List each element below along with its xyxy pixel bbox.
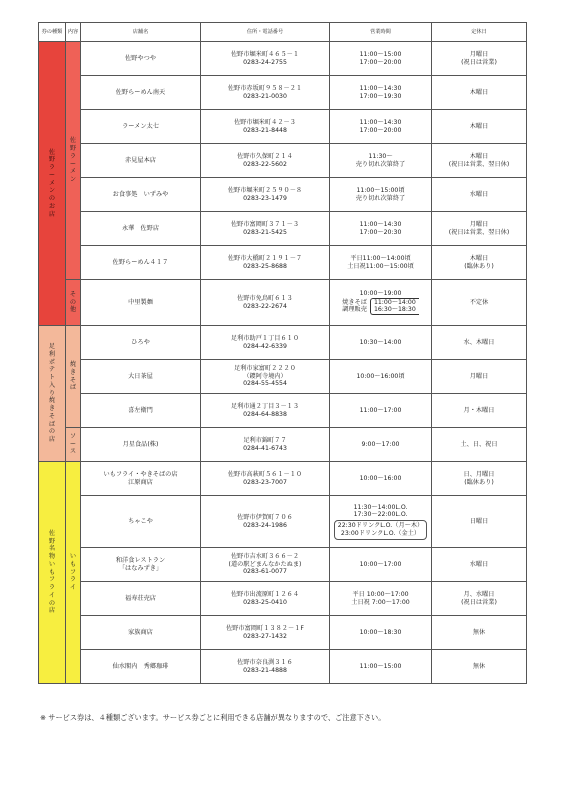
cell-line: 木曜日 <box>469 254 489 262</box>
address-line: 足利市通２丁目３－１３ <box>230 402 300 410</box>
phone-number: 0284-64-8838 <box>243 410 287 418</box>
shop-address <box>201 496 330 548</box>
cell-line: 木曜日 <box>469 122 489 130</box>
address-note: （鑁阿寺境内） <box>243 372 287 380</box>
header-name: 店舗名 <box>81 23 201 42</box>
cell-line: (臨休あり) <box>464 478 494 486</box>
phone-number: 0283-27-1432 <box>243 632 287 640</box>
phone-number: 0283-61-0077 <box>243 568 287 576</box>
cell-line: 10:00～16:00頃 <box>356 372 405 380</box>
shop-name: 喜左衛門 <box>81 394 201 428</box>
cell-line: 月曜日 <box>469 372 489 380</box>
address-line: 佐野市伊賀町７０６ <box>237 513 293 521</box>
address-line: 佐野市堀米町２５９０－８ <box>227 186 303 194</box>
shop-name: 大日茶屋 <box>81 360 201 394</box>
shop-address <box>201 212 330 246</box>
table-row <box>39 360 527 394</box>
table-row <box>39 246 527 280</box>
drink-lo-box <box>334 520 427 540</box>
shop-closed-days <box>432 548 527 582</box>
phone-number: 0283-21-8448 <box>243 126 287 134</box>
address-line: 佐野市堀米町４６５－１ <box>230 50 300 58</box>
cell-line: 木曜日 <box>469 152 489 160</box>
address-line: 佐野市大橋町２１９１－７ <box>227 254 303 262</box>
shop-name: ちゃこや <box>81 496 201 548</box>
address-note: (道の駅どまんなかたぬま) <box>228 560 302 568</box>
header-address: 住所・電話番号 <box>201 23 330 42</box>
shop-name: 佐野らーめん４１７ <box>81 246 201 280</box>
shop-closed-days <box>432 110 527 144</box>
hours-label <box>342 299 367 315</box>
shop-hours <box>330 212 432 246</box>
cell-line: 「はなみずき」 <box>118 564 163 572</box>
shop-name: ひろや <box>81 326 201 360</box>
shop-name: 佐野らーめん南天 <box>81 76 201 110</box>
cell-line: 月・木曜日 <box>463 406 495 414</box>
shop-address <box>201 76 330 110</box>
shop-address <box>201 246 330 280</box>
shop-name: 赤見屋本店 <box>81 144 201 178</box>
shop-closed-days <box>432 178 527 212</box>
cell-line: 無休 <box>472 628 486 636</box>
cell-line: (祝日は営業、翌日休) <box>448 228 510 236</box>
cell-line: 11:00～14:00 <box>373 298 416 306</box>
shop-hours <box>330 360 432 394</box>
shop-hours <box>330 394 432 428</box>
cell-line: 10:00～17:00 <box>359 560 402 568</box>
phone-number: 0284-41-6743 <box>243 444 287 452</box>
cell-line: 22:30ドリンクL.O.（月～木） <box>337 522 424 529</box>
cell-line: 11:00～14:30 <box>359 84 402 92</box>
subcategory-yakisoba: 焼 き そ ば <box>66 326 81 428</box>
shop-address <box>201 650 330 684</box>
phone-number: 0283-22-2674 <box>243 302 287 310</box>
table-row <box>39 462 527 496</box>
cell-line: 月曜日 <box>469 220 489 228</box>
footnote: ※ サービス券は、４種類ございます。サービス券ごとに利用できる店舗が異なりますので、ご注意下さい。 <box>40 713 386 722</box>
cell-line: 10:00～18:30 <box>359 628 402 636</box>
cell-line: 日曜日 <box>469 517 489 525</box>
cell-line: いもフライ・やきそばの店 <box>103 470 178 478</box>
shop-name: お食事処 いずみや <box>81 178 201 212</box>
shop-hours <box>330 246 432 280</box>
shop-hours <box>330 326 432 360</box>
header-subcategory: 内容 <box>66 23 81 42</box>
cell-line: 17:00～20:00 <box>359 126 402 134</box>
shop-address <box>201 326 330 360</box>
address-line: 佐野市高萩町５６１－１０ <box>227 470 303 478</box>
shop-closed-days <box>432 360 527 394</box>
address-line: 佐野市富岡町１３８２－１F <box>226 624 304 632</box>
header-closed: 定休日 <box>432 23 527 42</box>
header-hours: 営業時間 <box>330 23 432 42</box>
table-row <box>39 548 527 582</box>
cell-line: 10:00～16:00 <box>359 474 402 482</box>
cell-line: 11:30～14:00L.O. <box>353 503 408 511</box>
shop-hours <box>330 178 432 212</box>
shop-closed-days <box>432 212 527 246</box>
phone-number: 0283-23-7007 <box>243 478 287 486</box>
shop-hours <box>330 582 432 616</box>
category-ashikaga-yakisoba: 足 利 ポ テ ト 入 り 焼 き そ ば の 店 <box>39 326 66 462</box>
address-line: 足利市家富町２２２０ <box>234 364 296 372</box>
subcategory-sauce: ソ ー ス <box>66 428 81 462</box>
shop-closed-days <box>432 496 527 548</box>
shop-closed-days <box>432 650 527 684</box>
subcategory-other: そ の 他 <box>66 280 81 326</box>
table-row <box>39 616 527 650</box>
shop-hours <box>330 548 432 582</box>
table-row <box>39 144 527 178</box>
cell-line: (祝日は営業) <box>461 598 497 606</box>
shop-name <box>81 462 201 496</box>
phone-number: 0283-21-5425 <box>243 228 287 236</box>
cell-line: 土、日、祝日 <box>460 440 498 448</box>
cell-line: 23:00ドリンクL.O.（金土） <box>340 529 421 537</box>
address-line: 佐野市久保町２１４ <box>237 152 293 160</box>
shop-hours <box>330 42 432 76</box>
cell-line: 11:00～15:00頃 <box>356 186 405 194</box>
cell-line: 和洋食レストラン <box>115 556 166 564</box>
table-row <box>39 428 527 462</box>
phone-number: 0283-24-2755 <box>243 58 287 66</box>
shop-address <box>201 428 330 462</box>
address-line: 足利市助戸１丁目６１０ <box>230 334 300 342</box>
phone-number: 0284-55-4554 <box>243 380 287 388</box>
cell-line: 11:00～15:00 <box>359 662 402 670</box>
shop-name <box>81 548 201 582</box>
shop-name: 永華 佐野店 <box>81 212 201 246</box>
shop-closed-days <box>432 280 527 326</box>
address-line: 佐野市富岡町３７１－３ <box>230 220 300 228</box>
cell-line: 月、水曜日 <box>463 590 495 598</box>
phone-number: 0283-21-4888 <box>243 666 287 674</box>
shop-address <box>201 360 330 394</box>
cell-line: 日、月曜日 <box>463 470 495 478</box>
cell-line: 無休 <box>472 662 486 670</box>
shop-hours <box>330 496 432 548</box>
shop-hours <box>330 616 432 650</box>
shop-closed-days <box>432 246 527 280</box>
cell-line: 焼きそば <box>342 298 367 306</box>
shop-closed-days <box>432 582 527 616</box>
table-row <box>39 650 527 684</box>
shop-address <box>201 394 330 428</box>
address-line: 足利市錦町７７ <box>243 436 287 444</box>
address-line: 佐野市堀米町４２－３ <box>234 118 296 126</box>
cell-line: 17:00～19:30 <box>359 92 402 100</box>
table-row <box>39 76 527 110</box>
phone-number: 0283-25-0410 <box>243 598 287 606</box>
cell-line: 10:30～14:00 <box>359 338 402 346</box>
shop-address <box>201 110 330 144</box>
address-line: 佐野市吉水町３６６－２ <box>230 552 300 560</box>
shop-hours <box>330 428 432 462</box>
address-line: 佐野市免鳥町６１３ <box>237 294 293 302</box>
shop-hours <box>330 76 432 110</box>
cell-line: 11:30～ <box>368 152 393 160</box>
shop-name: 仙水閣内 秀郷珈琲 <box>81 650 201 684</box>
shop-closed-days <box>432 394 527 428</box>
table-row <box>39 212 527 246</box>
shop-address <box>201 462 330 496</box>
cell-line: 水曜日 <box>469 190 489 198</box>
shop-hours <box>330 144 432 178</box>
shop-closed-days <box>432 76 527 110</box>
phone-number: 0283-25-8688 <box>243 262 287 270</box>
hours-sub <box>370 298 419 316</box>
cell-line: 土日祝 7:00～17:00 <box>351 598 410 606</box>
cell-line: 16:30～18:30 <box>373 306 416 314</box>
cell-line: 11:00～15:00 <box>359 50 402 58</box>
cell-line: (祝日は営業、翌日休) <box>448 160 510 168</box>
cell-line: 土日祝11:00～15:00頃 <box>347 262 414 270</box>
shop-name: 佐野やつや <box>81 42 201 76</box>
cell-line: (祝日は営業) <box>461 58 497 66</box>
cell-line: 売り切れ次第終了 <box>355 160 406 168</box>
shop-hours <box>330 462 432 496</box>
shop-name: ラーメン太七 <box>81 110 201 144</box>
table-row <box>39 496 527 548</box>
phone-number: 0284-42-6339 <box>243 342 287 350</box>
table-row <box>39 178 527 212</box>
table-body <box>39 42 527 684</box>
table-row <box>39 110 527 144</box>
hours-brace-group <box>342 298 419 316</box>
address-line: 佐野市出流原町１２６４ <box>230 590 300 598</box>
shop-name: 福寿荘売店 <box>81 582 201 616</box>
cell-line: 水、木曜日 <box>463 338 495 346</box>
phone-number: 0283-24-1986 <box>243 521 287 529</box>
shop-address <box>201 280 330 326</box>
cell-line: 月曜日 <box>469 50 489 58</box>
shop-closed-days <box>432 616 527 650</box>
header-category: 券の種類 <box>39 23 66 42</box>
shop-hours <box>330 650 432 684</box>
cell-line: 17:00～20:30 <box>359 228 402 236</box>
shop-closed-days <box>432 462 527 496</box>
cell-line: 不定休 <box>469 298 489 306</box>
shop-address <box>201 144 330 178</box>
phone-number: 0283-23-1479 <box>243 194 287 202</box>
category-sano-ramen: 佐 野 ラ ー メ ン の お 店 <box>39 42 66 326</box>
subcategory-sano-ramen: 佐 野 ラ ー メ ン <box>66 42 81 280</box>
shop-address <box>201 582 330 616</box>
cell-line: 11:00～14:30 <box>359 118 402 126</box>
shop-address <box>201 616 330 650</box>
hours-line: 10:00～19:00 <box>359 289 402 297</box>
cell-line: 売り切れ次第終了 <box>355 194 406 202</box>
cell-line: 17:00～20:00 <box>359 58 402 66</box>
table-row <box>39 326 527 360</box>
shop-name: 月星食品(株) <box>81 428 201 462</box>
phone-number: 0283-22-5602 <box>243 160 287 168</box>
cell-line: 17:30～22:00L.O. <box>353 511 408 519</box>
cell-line: 江原商店 <box>128 478 153 486</box>
table-row <box>39 394 527 428</box>
category-imofry: 佐 野 名 物 い も フ ラ イ の 店 <box>39 462 66 684</box>
shop-table <box>38 22 527 684</box>
shop-hours <box>330 280 432 326</box>
cell-line: (臨休あり) <box>464 262 494 270</box>
shop-address <box>201 178 330 212</box>
shop-closed-days <box>432 144 527 178</box>
phone-number: 0283-21-0030 <box>243 92 287 100</box>
address-line: 佐野市奈良渕３１６ <box>237 658 293 666</box>
table-row <box>39 280 527 326</box>
shop-address <box>201 42 330 76</box>
shop-hours <box>330 110 432 144</box>
table-header-row <box>39 23 527 42</box>
cell-line: 平日 10:00～17:00 <box>352 590 409 598</box>
shop-name: 家族商店 <box>81 616 201 650</box>
shop-closed-days <box>432 42 527 76</box>
table-row <box>39 582 527 616</box>
shop-name: 中里製麺 <box>81 280 201 326</box>
cell-line: 9:00～17:00 <box>361 440 400 448</box>
shop-address <box>201 548 330 582</box>
cell-line: 11:00～14:30 <box>359 220 402 228</box>
table-row <box>39 42 527 76</box>
shop-closed-days <box>432 428 527 462</box>
cell-line: 11:00～17:00 <box>359 406 402 414</box>
address-line: 佐野市赤坂町９５８－２１ <box>227 84 303 92</box>
subcategory-imofry: い も フ ラ イ <box>66 462 81 684</box>
cell-line: 木曜日 <box>469 88 489 96</box>
cell-line: 水曜日 <box>469 560 489 568</box>
shop-closed-days <box>432 326 527 360</box>
cell-line: 平日11:00～14:00頃 <box>350 254 411 262</box>
cell-line: 調理販売 <box>342 306 367 314</box>
